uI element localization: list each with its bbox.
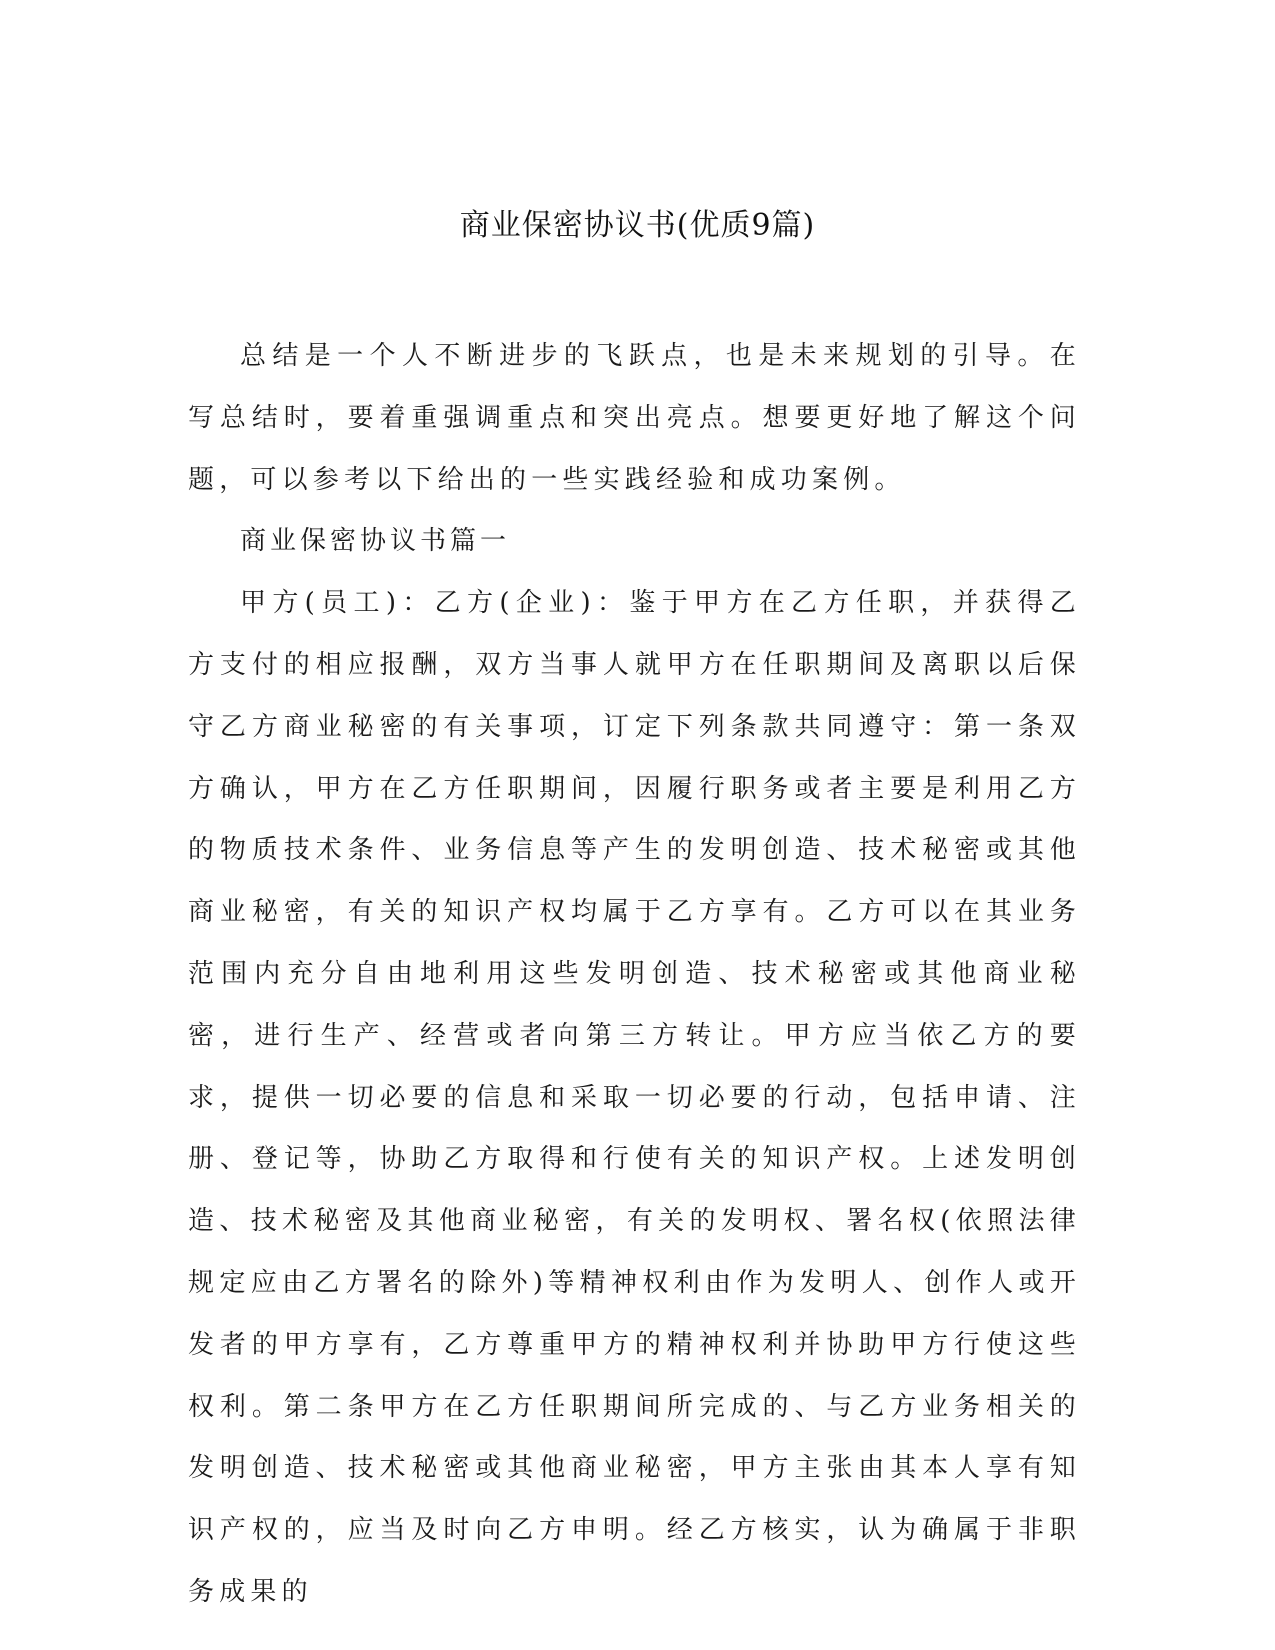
- document-title: 商业保密协议书(优质9篇): [459, 208, 816, 243]
- section-paragraph: 甲方(员工)：乙方(企业)：鉴于甲方在乙方任职，并获得乙方支付的相应报酬，双方当事人就甲方在任职期间及离职以后保守乙方商业秘密的有关事项，订定下列条款共同遵守：第一条双方确认，甲方在乙方任职期间，因履行职务或者主要是利用乙方的物质技术条件、业务信息等产生的发明创造、技术秘密或其他商业秘密，有关的知识产权均属于乙方享有。乙方可以在其业务范围内充分自由地利用这些发明创造、技术秘密或其他商业秘密，进行生产、经营或者向第三方转让。甲方应当依乙方的要求，提供一切必要的信息和采取一切必要的行动，包括申请、注册、登记等，协助乙方取得和行使有关的知识产权。上述发明创造、技术秘密及其他商业秘密，有关的发明权、署名权(依照法律规定应由乙方署名的除外)等精神权利由作为发明人、创作人或开发者的甲方享有，乙方尊重甲方的精神权利并协助甲方行使这些权利。第二条甲方在乙方任职期间所完成的、与乙方业务相关的发明创造、技术秘密或其他商业秘密，甲方主张由其本人享有知识产权的，应当及时向乙方申明。经乙方核实，认为确属于非职务成果的: [188, 588, 1081, 1607]
- intro-paragraph: 总结是一个人不断进步的飞跃点，也是未来规划的引导。在写总结时，要着重强调重点和突出亮点。想要更好地了解这个问题，可以参考以下给出的一些实践经验和成功案例。: [188, 341, 1081, 495]
- section-heading: 商业保密协议书篇一: [240, 526, 511, 557]
- document-body: [188, 326, 1081, 1624]
